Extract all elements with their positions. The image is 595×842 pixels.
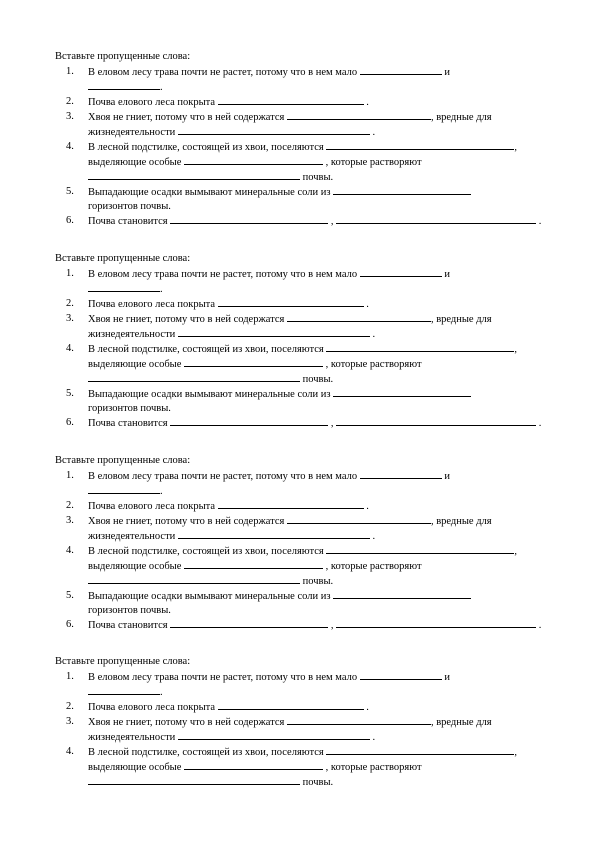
answer-blank[interactable] — [360, 670, 442, 680]
answer-blank[interactable] — [88, 574, 300, 584]
answer-blank[interactable] — [360, 469, 442, 479]
answer-blank[interactable] — [333, 185, 471, 195]
question-list — [55, 670, 555, 790]
answer-blank[interactable] — [88, 170, 300, 180]
question-6: 6. Почва становится , . — [66, 417, 542, 429]
question-list — [55, 65, 555, 229]
answer-blank[interactable] — [333, 387, 471, 397]
answer-blank[interactable] — [88, 372, 300, 382]
answer-blank[interactable] — [170, 618, 328, 628]
answer-blank[interactable] — [326, 140, 514, 150]
answer-blank[interactable] — [170, 214, 328, 224]
exercise-block-3 — [55, 454, 555, 633]
answer-blank[interactable] — [184, 559, 323, 569]
exercise-heading: Вставьте пропущенные слова: — [55, 51, 191, 62]
exercise-block-1 — [55, 50, 555, 229]
question-number: 4. — [66, 343, 74, 354]
question-number: 6. — [66, 619, 74, 630]
question-number: 1. — [66, 470, 74, 481]
question-6: 6. Почва становится , . — [66, 619, 542, 631]
question-number: 3. — [66, 111, 74, 122]
question-number: 1. — [66, 66, 74, 77]
question-3: 3. Хвоя не гниет, потому что в ней содержатся , вредные для жизнедеятельности . — [66, 313, 492, 340]
exercise-block-2 — [55, 252, 555, 431]
question-number: 5. — [66, 186, 74, 197]
question-3: 3. Хвоя не гниет, потому что в ней содержатся , вредные для жизнедеятельности . — [66, 716, 492, 743]
question-5: 5. Выпадающие осадки вымывают минеральные соли из горизонтов почвы. — [55, 387, 555, 416]
question-number: 3. — [66, 515, 74, 526]
answer-blank[interactable] — [184, 760, 323, 770]
question-4: 4. В лесной подстилке, состоящей из хвои, поселяются , выделяющие особые , которые растворяют почвы. — [66, 141, 517, 183]
answer-blank[interactable] — [178, 730, 370, 740]
question-3: 3. Хвоя не гниет, потому что в ней содержатся , вредные для жизнедеятельности . — [66, 515, 492, 542]
question-2: 2. Почва елового леса покрыта . — [66, 96, 369, 108]
question-1: 1. В еловом лесу трава почти не растет, потому что в нем мало и . — [66, 470, 450, 497]
answer-blank[interactable] — [336, 618, 536, 628]
question-number: 6. — [66, 417, 74, 428]
question-6: 6. Почва становится , . — [66, 215, 542, 227]
question-number: 4. — [66, 545, 74, 556]
question-2: 2. Почва елового леса покрыта . — [66, 298, 369, 310]
question-5: 5. Выпадающие осадки вымывают минеральные соли из горизонтов почвы. — [55, 185, 555, 214]
question-4: 4. В лесной подстилке, состоящей из хвои, поселяются , выделяющие особые , которые растворяют почвы. — [66, 343, 517, 385]
question-number: 2. — [66, 500, 74, 511]
answer-blank[interactable] — [360, 267, 442, 277]
question-1: 1. В еловом лесу трава почти не растет, потому что в нем мало и . — [66, 671, 450, 698]
exercise-heading: Вставьте пропущенные слова: — [55, 455, 191, 466]
answer-blank[interactable] — [218, 700, 364, 710]
exercise-heading: Вставьте пропущенные слова: — [55, 656, 191, 667]
answer-blank[interactable] — [88, 775, 300, 785]
question-list — [55, 267, 555, 431]
answer-blank[interactable] — [287, 110, 431, 120]
answer-blank[interactable] — [287, 312, 431, 322]
exercise-block-4 — [55, 655, 555, 790]
answer-blank[interactable] — [218, 95, 364, 105]
question-4: 4. В лесной подстилке, состоящей из хвои, поселяются , выделяющие особые , которые растворяют почвы. — [66, 545, 517, 587]
answer-blank[interactable] — [178, 529, 370, 539]
question-2: 2. Почва елового леса покрыта . — [66, 500, 369, 512]
answer-blank[interactable] — [88, 685, 160, 695]
question-4: 4. В лесной подстилке, состоящей из хвои, поселяются , выделяющие особые , которые растворяют почвы. — [66, 746, 517, 788]
question-number: 1. — [66, 268, 74, 279]
answer-blank[interactable] — [184, 155, 323, 165]
question-number: 3. — [66, 313, 74, 324]
question-5: 5. Выпадающие осадки вымывают минеральные соли из горизонтов почвы. — [55, 589, 555, 618]
answer-blank[interactable] — [287, 514, 431, 524]
answer-blank[interactable] — [333, 589, 471, 599]
answer-blank[interactable] — [326, 745, 514, 755]
answer-blank[interactable] — [184, 357, 323, 367]
answer-blank[interactable] — [326, 342, 514, 352]
question-number: 2. — [66, 701, 74, 712]
answer-blank[interactable] — [218, 297, 364, 307]
question-number: 3. — [66, 716, 74, 727]
question-number: 2. — [66, 96, 74, 107]
question-2: 2. Почва елового леса покрыта . — [66, 701, 369, 713]
answer-blank[interactable] — [218, 499, 364, 509]
answer-blank[interactable] — [336, 214, 536, 224]
question-number: 6. — [66, 215, 74, 226]
exercise-heading: Вставьте пропущенные слова: — [55, 253, 191, 264]
answer-blank[interactable] — [336, 416, 536, 426]
question-number: 4. — [66, 141, 74, 152]
question-3: 3. Хвоя не гниет, потому что в ней содержатся , вредные для жизнедеятельности . — [66, 111, 492, 138]
answer-blank[interactable] — [360, 65, 442, 75]
question-number: 1. — [66, 671, 74, 682]
question-number: 5. — [66, 388, 74, 399]
question-1: 1. В еловом лесу трава почти не растет, потому что в нем мало и . — [66, 66, 450, 93]
answer-blank[interactable] — [88, 484, 160, 494]
answer-blank[interactable] — [287, 715, 431, 725]
answer-blank[interactable] — [88, 80, 160, 90]
answer-blank[interactable] — [170, 416, 328, 426]
question-list — [55, 469, 555, 633]
question-number: 4. — [66, 746, 74, 757]
question-number: 5. — [66, 590, 74, 601]
question-number: 2. — [66, 298, 74, 309]
answer-blank[interactable] — [88, 282, 160, 292]
question-1: 1. В еловом лесу трава почти не растет, потому что в нем мало и . — [66, 268, 450, 295]
answer-blank[interactable] — [178, 327, 370, 337]
answer-blank[interactable] — [326, 544, 514, 554]
answer-blank[interactable] — [178, 125, 370, 135]
